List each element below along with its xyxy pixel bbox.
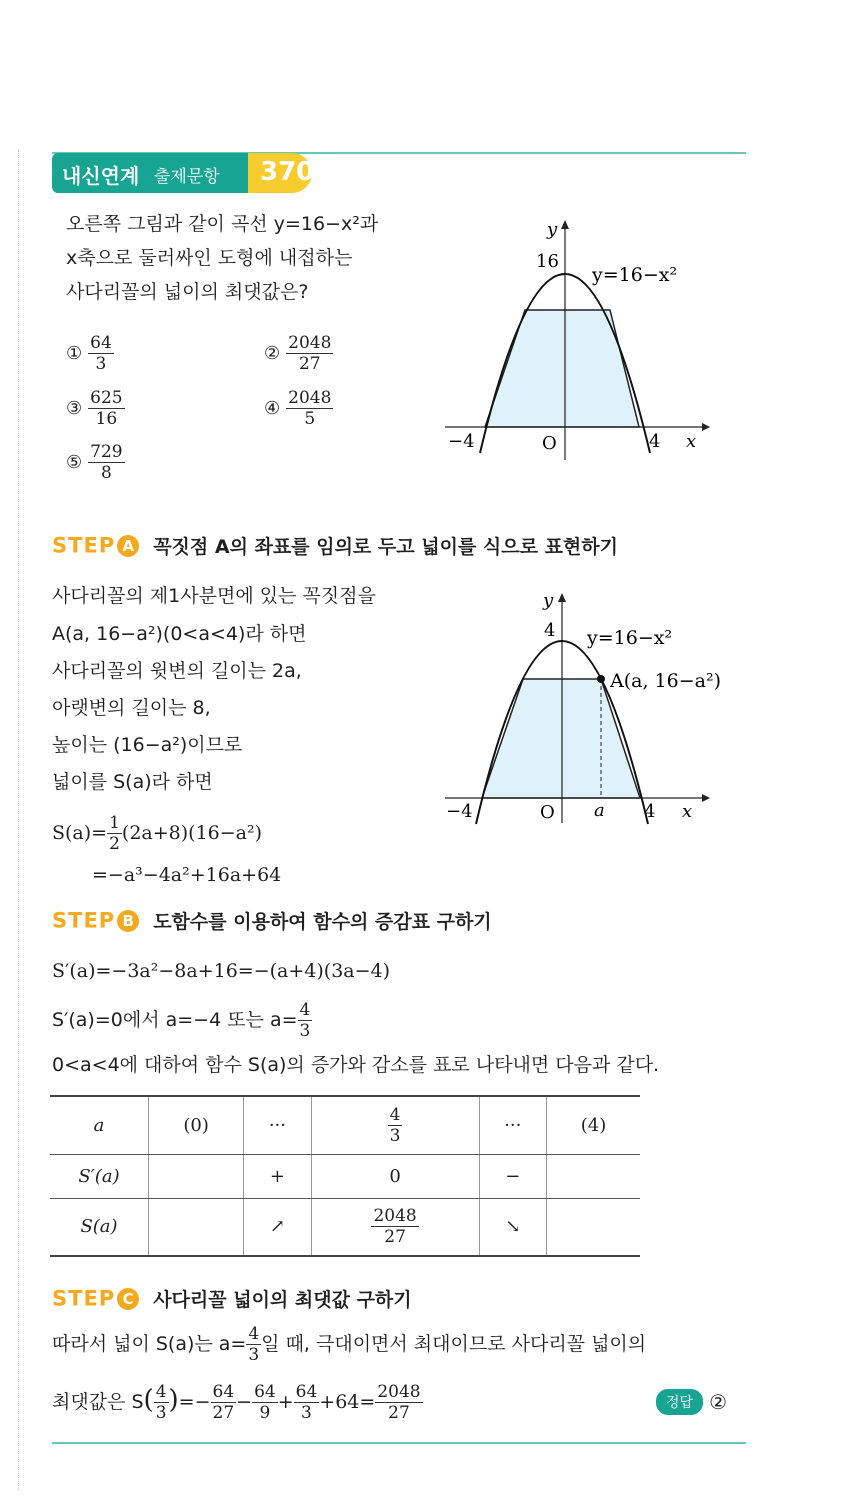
term-fraction	[375, 1382, 422, 1423]
choice-num: 729	[90, 442, 123, 462]
choice-den: 5	[304, 409, 316, 429]
problem-badge	[52, 153, 314, 193]
answer-pill: 정답	[656, 1389, 703, 1415]
term-fraction	[294, 1382, 320, 1423]
choice-den: 3	[95, 354, 107, 374]
a-tick-label: a	[594, 800, 605, 821]
max-left: 최댓값은 S	[52, 1391, 144, 1413]
trapezoid-shape	[482, 679, 640, 798]
badge-main-text: 내신연계	[62, 164, 140, 188]
step-title: 사다리꼴 넓이의 최댓값 구하기	[153, 1289, 412, 1311]
choice-num: 2048	[288, 388, 332, 408]
table-cell: +	[244, 1154, 311, 1198]
choice-num: 2048	[288, 333, 332, 353]
problem-line-3: 사다리꼴의 넓이의 최댓값은?	[66, 281, 309, 303]
choice-den: 27	[298, 354, 321, 374]
conclusion-num: 4	[248, 1324, 260, 1344]
y-axis-arrow	[561, 220, 569, 229]
point-a-label: A(a, 16−a²)	[610, 670, 721, 692]
origin-label: O	[540, 802, 555, 823]
vertex-point-a	[597, 675, 605, 683]
critical-num: 4	[299, 1000, 311, 1020]
badge-number	[248, 153, 315, 193]
problem-line-2: x축으로 둘러싸인 도형에 내접하는	[66, 247, 353, 269]
half-fraction	[107, 813, 122, 854]
term-num: 64	[212, 1382, 235, 1402]
choice-mark: ④	[264, 398, 281, 419]
choice-mark: ②	[264, 343, 281, 364]
y-intercept-label: 16	[536, 251, 559, 272]
half-num: 1	[109, 813, 120, 833]
stepA-line-6: 넓이를 S(a)라 하면	[52, 771, 213, 793]
right-root-label: 4	[644, 801, 656, 822]
critical-point-line	[52, 998, 312, 1042]
conclusion-right: 일 때, 극대이면서 최대이므로 사다리꼴 넓이의	[261, 1333, 647, 1355]
y-axis-label: y	[543, 590, 554, 611]
problem-number: 370	[260, 157, 315, 187]
choice-mark: ③	[66, 398, 83, 419]
choice-1[interactable]	[66, 333, 114, 374]
critical-fraction	[298, 1000, 313, 1041]
table-cell	[546, 1198, 640, 1256]
conclusion-line-1	[52, 1322, 646, 1366]
table-cell: 0	[311, 1154, 479, 1198]
table-intro-line: 0<a<4에 대하여 함수 S(a)의 증가와 감소를 표로 나타내면 다음과 같다.	[52, 1054, 660, 1076]
table-cell: (0)	[149, 1096, 244, 1154]
frac-num: 4	[389, 1104, 401, 1125]
frac-den: 27	[384, 1227, 406, 1248]
term-den: 27	[388, 1403, 410, 1423]
arg-num: 4	[155, 1382, 167, 1402]
formula-left: S(a)=	[52, 822, 108, 844]
problem-line-1: 오른쪽 그림과 같이 곡선 y=16−x²과	[66, 213, 379, 235]
critical-den: 3	[299, 1021, 311, 1041]
x-axis-arrow	[702, 423, 710, 431]
term-sign: +64=	[319, 1391, 376, 1413]
conclusion-den: 3	[248, 1345, 260, 1365]
term-fraction	[252, 1382, 278, 1423]
stepA-line-2: A(a, 16−a²)(0<a<4)라 하면	[52, 623, 307, 645]
table-cell	[149, 1198, 244, 1256]
term-sign: +	[277, 1391, 294, 1413]
area-formula-2: =−a³−4a²+16a+64	[92, 864, 282, 886]
frac-den: 3	[389, 1125, 401, 1146]
x-axis-label: x	[682, 801, 693, 822]
increase-decrease-table	[50, 1095, 640, 1257]
term-sign: −	[236, 1391, 253, 1413]
stepA-line-3: 사다리꼴의 윗변의 길이는 2a,	[52, 660, 302, 682]
table-cell	[149, 1154, 244, 1198]
curve-label: y=16−x²	[587, 627, 673, 649]
y-intercept-label: 4	[544, 620, 556, 641]
step-title: 도함수를 이용하여 함수의 증감표 구하기	[153, 911, 492, 933]
step-label: STEP	[52, 1286, 116, 1311]
table-cell: −	[479, 1154, 546, 1198]
x-axis-arrow	[702, 794, 710, 802]
table-row	[50, 1198, 640, 1256]
arg-den: 3	[155, 1403, 167, 1423]
y-axis-arrow	[558, 593, 566, 602]
derivative-line: S′(a)=−3a²−8a+16=−(a+4)(3a−4)	[52, 960, 391, 982]
step-b-header	[52, 907, 492, 935]
stepA-line-5: 높이는 (16−a²)이므로	[52, 734, 243, 756]
table-cell: ···	[479, 1096, 546, 1154]
table-cell: S′(a)	[50, 1154, 149, 1198]
area-formula-1	[52, 811, 262, 855]
term-num: 2048	[377, 1382, 421, 1402]
choice-5[interactable]	[66, 442, 125, 483]
step-a-header	[52, 532, 618, 560]
step-c-header	[52, 1285, 412, 1313]
choice-den: 16	[95, 409, 118, 429]
table-cell: ↗	[244, 1198, 311, 1256]
formula-right: (2a+8)(16−a²)	[121, 822, 263, 844]
table-cell	[311, 1198, 479, 1256]
left-root-label: −4	[446, 801, 473, 822]
step-letter: A	[117, 535, 139, 557]
choice-mark: ⑤	[66, 452, 83, 473]
table-cell: a	[50, 1096, 149, 1154]
table-cell	[311, 1096, 479, 1154]
step-letter: C	[117, 1288, 139, 1310]
max-arg-fraction	[154, 1382, 169, 1423]
frac-num: 2048	[373, 1206, 417, 1227]
badge-sub-text: 출제문항	[154, 167, 220, 187]
right-root-label: 4	[649, 431, 661, 452]
answer-value: ②	[709, 1390, 727, 1414]
step-title: 꼭짓점 A의 좌표를 임의로 두고 넓이를 식으로 표현하기	[153, 536, 618, 558]
step-label: STEP	[52, 908, 116, 933]
badge-green	[52, 153, 262, 193]
term-den: 27	[212, 1403, 235, 1423]
table-row	[50, 1154, 640, 1198]
parabola-figure-1	[440, 215, 710, 465]
stepA-line-1: 사다리꼴의 제1사분면에 있는 꼭짓점을	[52, 585, 376, 607]
choice-mark: ①	[66, 343, 83, 364]
term-num: 64	[295, 1382, 318, 1402]
trapezoid-shape	[485, 310, 639, 427]
x-axis-label: x	[686, 431, 697, 452]
term-den: 3	[301, 1403, 312, 1423]
curve-label: y=16−x²	[592, 264, 678, 286]
table-cell: S(a)	[50, 1198, 149, 1256]
choice-num: 64	[90, 333, 112, 353]
table-cell	[546, 1154, 640, 1198]
conclusion-left: 따라서 넓이 S(a)는 a=	[52, 1333, 247, 1355]
choice-den: 8	[100, 463, 112, 483]
choice-3[interactable]	[66, 388, 125, 429]
stepA-line-4: 아랫변의 길이는 8,	[52, 697, 211, 719]
term-fraction	[211, 1382, 237, 1423]
term-num: 64	[254, 1382, 276, 1402]
term-den: 9	[259, 1403, 271, 1423]
half-den: 2	[109, 834, 120, 854]
conclusion-fraction	[246, 1324, 261, 1365]
step-letter: B	[117, 910, 139, 932]
margin-dotted-line	[18, 150, 19, 1490]
answer-box	[656, 1389, 727, 1415]
critical-left: S′(a)=0에서 a=−4 또는 a=	[52, 1009, 298, 1031]
left-root-label: −4	[448, 431, 475, 452]
table-cell: (4)	[546, 1096, 640, 1154]
step-label: STEP	[52, 533, 116, 558]
parabola-figure-2	[440, 588, 740, 828]
choice-4[interactable]	[264, 388, 333, 429]
term-sign: =−	[178, 1391, 211, 1413]
y-axis-label: y	[547, 219, 558, 240]
choice-2[interactable]	[264, 333, 333, 374]
table-cell: ↘	[479, 1198, 546, 1256]
origin-label: O	[542, 433, 557, 454]
table-row	[50, 1096, 640, 1154]
bottom-rule	[52, 1442, 746, 1444]
conclusion-line-2: 최댓값은 S( $\frac{4}{3}$ )=− $\frac{64}{27}$ − $\frac{64}{9}$ + $\frac{64}{3}$ +64= $\frac{2048}{27}$	[52, 1382, 421, 1423]
choice-num: 625	[90, 388, 123, 408]
table-cell: ···	[244, 1096, 311, 1154]
